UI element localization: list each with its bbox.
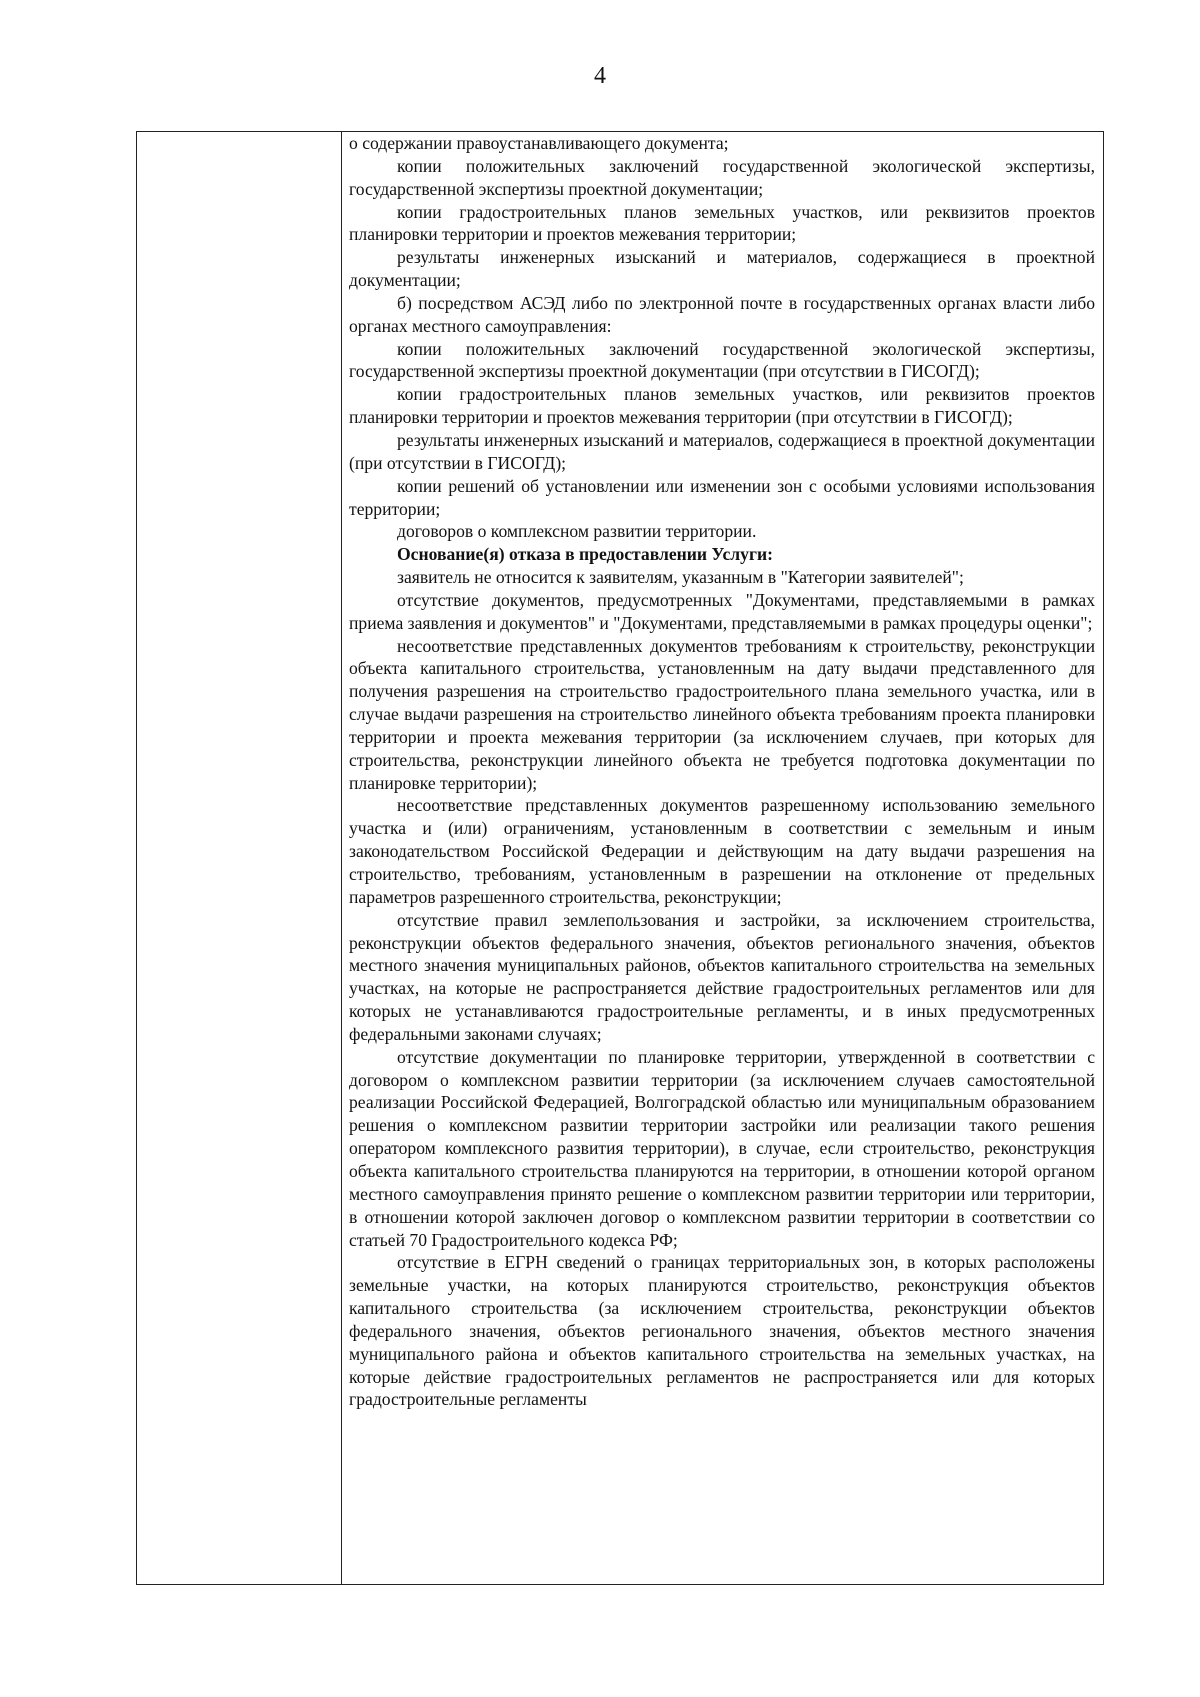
- paragraph: несоответствие представленных документов требованиям к строительству, реконструкции объекта капитального строительства, установленным на дату выдачи представленного для получения разрешения на строительство градостроительного плана земельного участка, или в случае выдачи разрешения на строительство линейного объекта требованиям проекта планировки территории и проекта межевания территории (за исключением случаев, при которых для строительства, реконструкции линейного объекта не требуется подготовка документации по планировке территории);: [349, 635, 1095, 793]
- paragraph: отсутствие документов, предусмотренных "Документами, представляемыми в рамках приема заявления и документов" и "Документами, представляемыми в рамках процедуры оценки";: [349, 589, 1095, 633]
- paragraph: о содержании правоустанавливающего документа;: [349, 133, 729, 153]
- paragraph: результаты инженерных изысканий и материалов, содержащиеся в проектной документации;: [349, 247, 1095, 291]
- paragraph: несоответствие представленных документов разрешенному использованию земельного участка и (или) ограничениям, установленным в соответствии с земельным и иным законодательством Российской Федерации и действующим на дату выдачи разрешения на строительство, требованиям, установленным в разрешении на отклонение от предельных параметров разрешенного строительства, реконструкции;: [349, 795, 1095, 907]
- document-table: [136, 131, 1104, 1585]
- paragraph: отсутствие в ЕГРН сведений о границах территориальных зон, в которых расположены земельные участки, на которых планируются строительство, реконструкция объектов капитального строительства (за исключением строительства, реконструкции объектов федерального значения, объектов регионального значения, объектов местного значения муниципального района и объектов капитального строительства на земельных участках, на которые действие градостроительных регламентов не распространяется или для которых градостроительные регламенты: [349, 1252, 1095, 1410]
- paragraph: отсутствие документации по планировке территории, утвержденной в соответствии с договором о комплексном развитии территории (за исключением случаев самостоятельной реализации Российской Федерацией, Волгоградской областью или муниципальным образованием решения о комплексном развитии территории застройки или реализации такого решения оператором комплексного развития территории), в случае, если строительство, реконструкция объекта капитального строительства планируются на территории, в отношении которой органом местного самоуправления принято решение о комплексном развитии территории или территории, в отношении которой заключен договор о комплексном развитии территории в соответствии со статьей 70 Градостроительного кодекса РФ;: [349, 1046, 1095, 1250]
- paragraph: б) посредством АСЭД либо по электронной почте в государственных органах власти либо органах местного самоуправления:: [349, 292, 1095, 336]
- paragraph: копии решений об установлении или изменении зон с особыми условиями использования территории;: [349, 475, 1095, 519]
- paragraph: копии положительных заключений государственной экологической экспертизы, государственной экспертизы проектной документации (при отсутствии в ГИСОГД);: [349, 338, 1095, 382]
- section-heading: Основание(я) отказа в предоставлении Услуги:: [397, 544, 773, 565]
- page-number: 4: [594, 63, 606, 89]
- paragraph: копии градостроительных планов земельных участков, или реквизитов проектов планировки территории и проектов межевания территории;: [349, 201, 1095, 245]
- paragraph: результаты инженерных изысканий и материалов, содержащиеся в проектной документации (при отсутствии в ГИСОГД);: [349, 429, 1095, 473]
- paragraph: заявитель не относится к заявителям, указанным в "Категории заявителей";: [397, 567, 964, 588]
- paragraph: копии положительных заключений государственной экологической экспертизы, государственной экспертизы проектной документации;: [349, 155, 1095, 199]
- column-divider: [341, 132, 342, 1584]
- paragraph: копии градостроительных планов земельных участков, или реквизитов проектов планировки территории и проектов межевания территории (при отсутствии в ГИСОГД);: [349, 384, 1095, 428]
- paragraph: договоров о комплексном развитии территории.: [397, 521, 757, 542]
- table-text-cell: [349, 132, 1095, 1411]
- paragraph: отсутствие правил землепользования и застройки, за исключением строительства, реконструкции объектов федерального значения, объектов регионального значения, объектов местного значения муниципальных районов, объектов капитального строительства на земельных участках, на которые не распространяется действие градостроительных регламентов или для которых не устанавливаются градостроительные регламенты, и в иных предусмотренных федеральными законами случаях;: [349, 909, 1095, 1044]
